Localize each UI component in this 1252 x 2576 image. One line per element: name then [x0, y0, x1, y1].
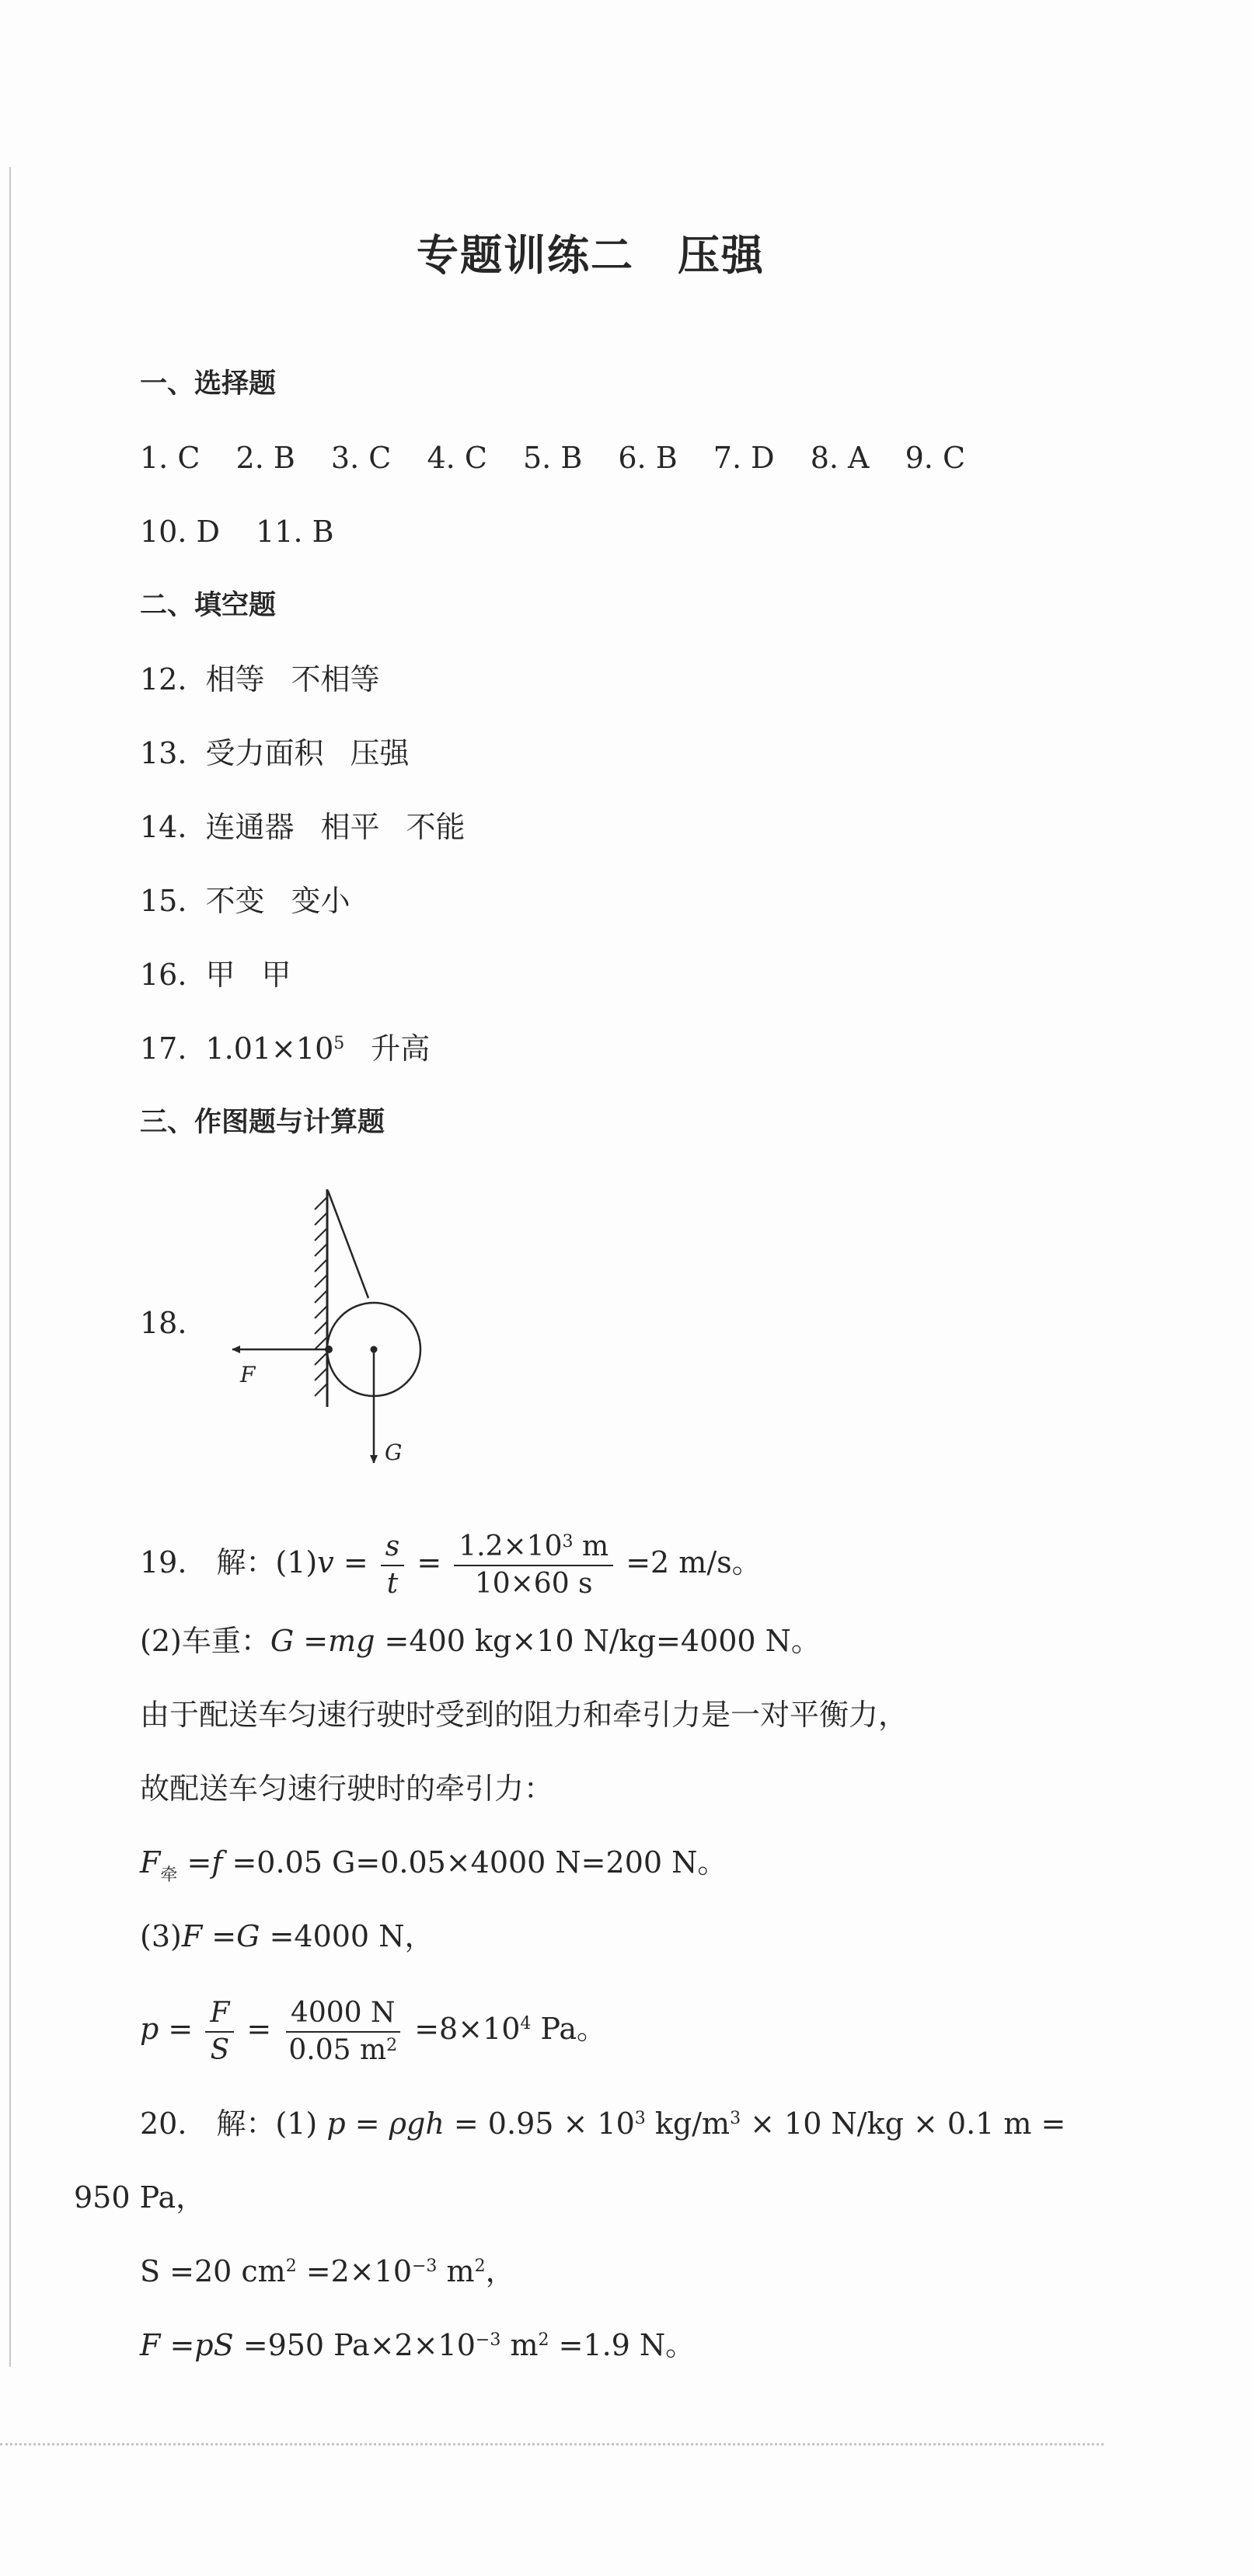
mc-2-number: 2.	[235, 441, 264, 475]
q20-exp-2: 3	[730, 2109, 741, 2128]
q15-answer-b: 变小	[291, 884, 350, 918]
q20-l3-a: S =20 cm	[140, 2254, 286, 2288]
q19-frac-num: s	[381, 1529, 404, 1566]
q20-l4-ps: pS	[194, 2328, 234, 2362]
q19-eq-2: =	[417, 1545, 442, 1579]
q19-fraction-f-over-s	[205, 1995, 234, 2068]
q17-answer-a: $1.01\times 10^5$	[205, 1031, 345, 1066]
q19-fraction-s-over-t	[381, 1529, 404, 1602]
q15-number: 15.	[140, 884, 187, 918]
q20-eq: =	[345, 2107, 389, 2141]
fill-q15	[140, 881, 350, 921]
q17-number: 17.	[140, 1031, 187, 1066]
mc-2-answer: B	[273, 441, 295, 475]
q19-line-7	[140, 1990, 606, 2068]
q20-p: p	[326, 2107, 346, 2141]
q20-line-4	[140, 2325, 695, 2365]
mc-8-number: 8.	[810, 441, 839, 475]
q20-rest-b: kg/m	[645, 2107, 731, 2141]
wall-icon	[315, 1189, 327, 1407]
q19-l2-mg: mg	[328, 1624, 375, 1658]
q18-force-diagram	[229, 1174, 447, 1477]
mc-10-number: 10.	[140, 515, 187, 549]
q20-l4-eq: =	[160, 2328, 195, 2362]
mc-7-number: 7.	[713, 441, 742, 475]
q19-l7-den: 0.05 $m^2$	[288, 2033, 398, 2066]
q19-fraction-pressure-values	[284, 1995, 402, 2068]
mc-8-answer: A	[848, 441, 870, 475]
q14-number: 14.	[140, 810, 187, 844]
q19-l5-sub: 牵	[160, 1866, 178, 1885]
mc-11-answer: B	[312, 515, 334, 549]
q13-number: 13.	[140, 736, 187, 770]
q17-answer-b: 升高	[371, 1031, 431, 1066]
mc-9-number: 9.	[905, 441, 933, 475]
q19-l5-f: F	[140, 1845, 161, 1880]
q14-answer-c: 不能	[406, 810, 466, 844]
q19-result: =2 m/s。	[626, 1545, 762, 1579]
mc-3-answer: C	[368, 441, 392, 475]
q19-l2-rest: =400 kg×10 N/kg=4000 N。	[375, 1624, 821, 1658]
q19-line-6	[140, 1916, 434, 1956]
q20-l4-c: =1.9 N。	[549, 2328, 696, 2362]
q19-l7-p: p	[140, 2012, 159, 2046]
mc-3-number: 3.	[330, 441, 360, 475]
q19-eq: =	[333, 1545, 368, 1579]
q16-answer-b: 甲	[261, 958, 291, 992]
q16-number: 16.	[140, 958, 187, 992]
q20-l3-b: =2×10	[296, 2254, 412, 2288]
page-title: 专题训练二 压强	[417, 230, 765, 280]
mc-6-number: 6.	[618, 441, 647, 475]
q12-number: 12.	[140, 662, 187, 696]
q19-fraction-values	[454, 1529, 613, 1602]
q20-l4-f: F	[140, 2328, 161, 2362]
page-margin-line	[9, 167, 11, 2367]
q14-answer-a: 连通器	[205, 810, 295, 844]
q19-v: v	[317, 1545, 334, 1579]
q12-answer-b: 不相等	[291, 662, 380, 696]
mc-9-answer: C	[942, 441, 966, 475]
mc-5-number: 5.	[522, 441, 552, 475]
q13-answer-b: 压强	[350, 736, 410, 770]
fill-q16	[140, 955, 291, 995]
mc-7-answer: D	[751, 441, 775, 475]
q19-l7-eq: =	[159, 2012, 194, 2046]
q19-l7-num: 4000 N	[286, 1995, 400, 2033]
q20-rgh: ρgh	[389, 2107, 445, 2141]
q20-line-3	[140, 2251, 515, 2292]
q20-exp-1: 3	[634, 2109, 646, 2128]
q15-answer-a: 不变	[205, 884, 265, 918]
q19-l6-eq: =	[202, 1919, 237, 1953]
mc-4-number: 4.	[427, 441, 455, 475]
q12-answer-a: 相等	[205, 662, 265, 696]
section-heading-choice: 一、选择题	[140, 368, 277, 400]
q19-value-num: $1.2\times 10^3$ m	[454, 1529, 613, 1566]
q19-l5-f2: f	[211, 1845, 223, 1880]
q19-line-2	[140, 1621, 821, 1661]
mc-6-answer: B	[655, 441, 678, 475]
mc-answers-row-2	[140, 511, 334, 552]
q20-l3-e3: 2	[474, 2257, 486, 2276]
q19-l2-pre: (2)车重：	[140, 1624, 270, 1658]
q20-rest-a: = 0.95 × 10	[444, 2107, 635, 2141]
mc-11-number: 11.	[256, 515, 303, 549]
q19-l6-pre: (3)	[140, 1919, 182, 1953]
q20-intro: 20. 解：(1)	[140, 2107, 327, 2141]
q20-l4-a: =950 Pa×2×10	[233, 2328, 476, 2362]
q14-answer-b: 相平	[320, 810, 380, 844]
q19-line-5	[140, 1842, 727, 1888]
fill-q13	[140, 733, 409, 773]
q20-l3-d: ，	[485, 2254, 515, 2288]
mc-answers-row-1	[140, 438, 965, 478]
q19-line-4: 故配送车匀速行驶时的牵引力：	[140, 1771, 554, 1806]
force-f-label: F	[240, 1362, 256, 1387]
q19-l6-g: G	[236, 1919, 260, 1953]
q19-l7-fd: S	[210, 2033, 230, 2066]
mc-4-answer: C	[464, 441, 487, 475]
mc-10-answer: D	[196, 515, 220, 549]
q20-l3-e1: 2	[285, 2257, 297, 2276]
q19-l5-rest: =0.05 G=0.05×4000 N=200 N。	[222, 1845, 727, 1880]
q18-number: 18.	[140, 1306, 187, 1340]
q19-l7-eq2: =	[246, 2012, 272, 2046]
q20-line-2: 950 Pa，	[74, 2180, 206, 2215]
page-bottom-dotted-rule	[0, 2443, 1104, 2445]
q13-answer-a: 受力面积	[205, 736, 324, 770]
q19-l5-eq: =	[177, 1845, 212, 1880]
q19-l2-g: G	[270, 1624, 295, 1658]
fill-q17	[140, 1028, 430, 1069]
q19-intro: 19. 解：(1)	[140, 1545, 318, 1579]
q20-l4-b: m	[500, 2328, 539, 2362]
rope-line	[328, 1191, 368, 1298]
q20-l4-e1: −3	[475, 2330, 501, 2350]
q20-l3-c: m	[437, 2254, 475, 2288]
q19-line-3: 由于配送车匀速行驶时受到的阻力和牵引力是一对平衡力，	[140, 1698, 908, 1732]
q19-frac-den: t	[386, 1567, 399, 1600]
q20-l4-e2: 2	[538, 2330, 549, 2350]
q19-line-1	[140, 1524, 762, 1602]
q19-l7-fn: F	[205, 1995, 234, 2033]
q19-value-den: 10×60 s	[474, 1567, 593, 1600]
q20-line-1	[140, 2103, 1065, 2144]
q19-l6-rest: =4000 N，	[260, 1919, 434, 1953]
q19-l2-eq: =	[294, 1624, 329, 1658]
q16-answer-a: 甲	[205, 958, 235, 992]
section-heading-drawing-calc: 三、作图题与计算题	[140, 1107, 385, 1138]
q20-rest-c: × 10 N/kg × 0.1 m =	[741, 2107, 1066, 2141]
mc-5-answer: B	[560, 441, 583, 475]
force-g-label: G	[385, 1440, 403, 1465]
fill-q12	[140, 659, 379, 700]
mc-1-answer: C	[177, 441, 201, 475]
q20-l3-e2: −3	[412, 2257, 438, 2276]
fill-q14	[140, 807, 465, 847]
q19-l6-f: F	[181, 1919, 203, 1953]
q19-l7-result: $=8\times 10^4$ Pa。	[414, 2012, 607, 2046]
mc-1-number: 1.	[140, 441, 169, 475]
section-heading-fill: 二、填空题	[140, 590, 277, 621]
